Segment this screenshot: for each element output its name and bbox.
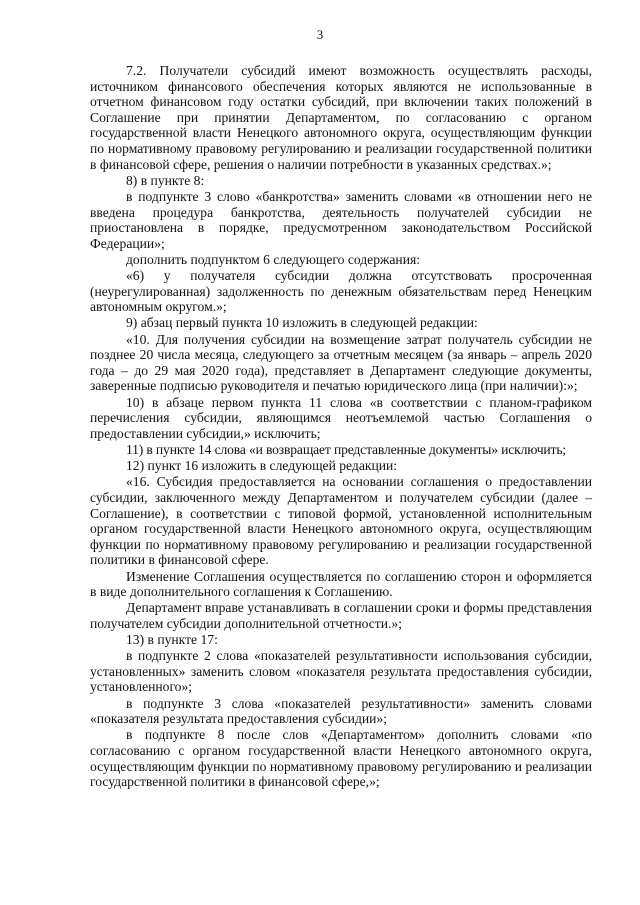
paragraph-7-2: 7.2. Получатели субсидий имеют возможность осуществлять расходы, источником финансового обеспечения которых являются не использованные в отчетном финансовом году остатки субсидий, при включении таких положений в Соглашение при принятии Департаментом, по согласованию с органом государственной власти Ненецкого автономного округа, осуществляющим функции по нормативному правовому регулированию и реализации государственной политики в финансовой сфере, решения о наличии потребности в указанных средствах.»; [90,63,592,172]
item-10-change: 10) в абзаце первом пункта 11 слова «в соответствии с планом-графиком перечисления субсидии, являющимся неотъемлемой частью Соглашения о предоставлении субсидии,» исключить; [90,394,592,441]
agreement-change-text: Изменение Соглашения осуществляется по соглашению сторон и оформляется в виде дополнительного соглашения к Соглашению. [90,568,592,600]
item-17-subitem-3: в подпункте 3 слова «показателей результативности» заменить словами «показателя результата предоставления субсидии»; [90,695,592,727]
item-8-subitem-3: в подпункте 3 слово «банкротства» заменить словами «в отношении него не введена процедура банкротства, деятельность получателей субсидии не приостановлена в порядке, предусмотренном законодательством Российской Федерации»; [90,188,592,251]
item-12-heading: 12) пункт 16 изложить в следующей редакции: [126,458,398,474]
page-number: 3 [316,28,324,42]
item-13-heading: 13) в пункте 17: [126,632,218,648]
document-body [90,63,592,790]
item-8-add-subitem-6: дополнить подпунктом 6 следующего содержания: [126,251,421,267]
item-17-subitem-8: в подпункте 8 после слов «Департаментом» дополнить словами «по согласованию с органом государственной власти Ненецкого автономного округа, осуществляющим функции по нормативному правовому регулированию и реализации государственной политики в финансовой сфере,»; [90,727,592,790]
reporting-text: Департамент вправе устанавливать в соглашении сроки и формы представления получателем субсидии дополнительной отчетности.»; [90,600,592,631]
item-9-heading: 9) абзац первый пункта 10 изложить в следующей редакции: [126,315,478,331]
item-8-heading: 8) в пункте 8: [126,172,205,188]
item-17-subitem-2: в подпункте 2 слова «показателей результативности использования субсидии, установленных» заменить словом «показателя результата предоставления субсидии, установленного»; [90,648,592,695]
item-16-text: «16. Субсидия предоставляется на основании соглашения о предоставлении субсидии, заключенного между Департаментом и получателем субсидии (далее – Соглашение), в соответствии с типовой формой, установленной исполнительным органом государственной власти Ненецкого автономного округа, осуществляющим функции по нормативному правовому регулированию и реализации государственной политики в финансовой сфере. [90,474,592,568]
item-10-text: «10. Для получения субсидии на возмещение затрат получатель субсидии не позднее 20 числа месяца, следующего за отчетным месяцем (за январь – апрель 2020 года – до 29 мая 2020 года), представляет в Департамент следующие документы, заверенные подписью руководителя и печатью юридического лица (при наличии):»; [90,331,592,394]
subitem-6-text: «6) у получателя субсидии должна отсутствовать просроченная (неурегулированная) задолженность по денежным обязательствам перед Ненецким автономным округом.»; [90,268,592,315]
item-11-change: 11) в пункте 14 слова «и возвращает представленные документы» исключить; [126,442,567,457]
